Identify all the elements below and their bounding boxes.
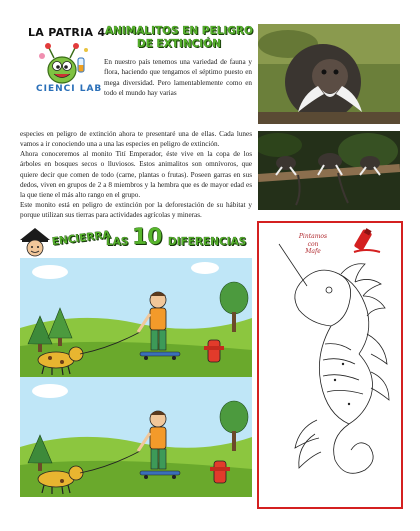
coloring-caption-line-3: Mafe: [305, 248, 321, 255]
unicorn-seahorse-coloring: [259, 224, 401, 507]
coloring-caption-line-1: Pintamos: [298, 233, 328, 240]
difference-panel-bottom: [20, 377, 252, 497]
title-line-1: ANIMALITOS EN PELIGRO: [104, 25, 253, 37]
section-label: LA PATRIA 4: [28, 26, 106, 39]
coloring-caption: [278, 233, 348, 256]
marker-icon: [350, 226, 386, 256]
article-title: [104, 25, 254, 51]
game-title-number: 10: [132, 225, 163, 250]
title-line-2: DE EXTINCIÓN: [137, 38, 221, 50]
mascot-logo: [32, 40, 96, 88]
tamarin-photo-closeup: [258, 24, 400, 124]
hat-mascot-icon: [18, 226, 52, 260]
logo-text: CIENCI LAB: [36, 84, 103, 94]
article-paragraph-3: Ahora conoceremos al monito Tití Emperador, éste vive en la copa de los árboles en bosques secos o lluviosos. Estos animalitos son omnívoros, que quiere decir que comen de todo (carne, plantas o frutas). Poseen garras en sus dedos, viven en grupos de 2 a 8 miembros y la hembra que es de mayor edad es la que tiene el más alto rango en el grupo.: [20, 150, 252, 200]
difference-panel-top: [20, 258, 252, 378]
game-title-word-2: LAS: [106, 236, 129, 248]
article-paragraph-4: Este monito está en peligro de extinción por la deforestación de su hábitat y porque utilizan sus tierras para actividades agrícolas y mineras.: [20, 201, 252, 220]
article-paragraph-2: especies en peligro de extinción ahora te presentaré una de ellas. Cada lunes vamos a ir conociendo una a una las especies en peligro de extinción.: [20, 130, 252, 149]
tamarin-photo-branch: [258, 131, 400, 210]
coloring-caption-line-2: con: [307, 240, 319, 248]
article-paragraph-1: En nuestro país tenemos una variedad de fauna y flora, haciendo que tengamos el séptimo puesto en mega diversidad. Pero lamentablemente como en todo el mundo hay varias: [104, 58, 252, 97]
game-title-word-3: DIFERENCIAS: [168, 236, 247, 248]
game-title-word-1: ENCIERRA: [51, 228, 112, 248]
